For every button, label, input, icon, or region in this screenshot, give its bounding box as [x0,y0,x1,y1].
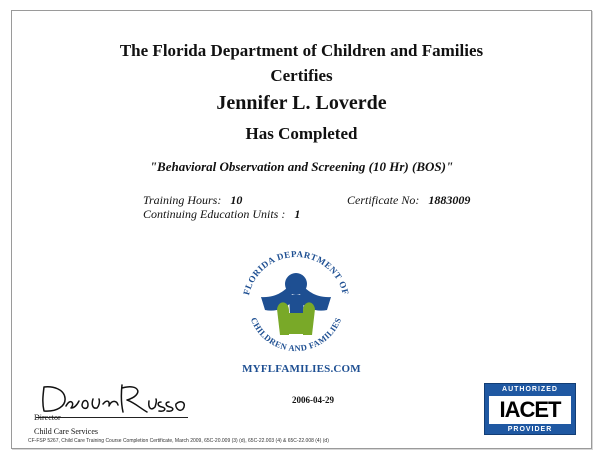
certificate-date: 2006-04-29 [292,395,334,405]
training-hours-value: 10 [230,193,243,207]
certifies-heading: Certifies [270,66,333,85]
certificate-page [11,10,592,449]
certificate-number [347,193,470,207]
certificate-number-value: 1883009 [428,193,471,207]
logo-bottom-text: CHILDREN AND FAMILIES [248,315,344,354]
signer-title: Director [34,413,61,422]
agency-title: The Florida Department of Children and Families [119,41,484,60]
recipient-name: Jennifer L. Loverde [216,92,387,114]
certificate-details [143,193,513,221]
signer-department: Child Care Services [34,427,98,436]
completion-heading: Has Completed [245,124,358,143]
training-hours-label: Training Hours: [143,193,222,207]
training-hours-row [143,193,513,207]
certificate-number-label: Certificate No: [347,193,420,207]
ceu-row [143,207,513,221]
iacet-badge [484,383,576,435]
ceu-label: Continuing Education Units : [143,207,286,221]
iacet-top-label: AUTHORIZED [502,386,558,393]
florida-dcf-logo [234,239,358,363]
form-reference-footer: CF-FSP 5267, Child Care Training Course Completion Certificate, March 2009, 65C-20.009 (3) (d), 65C-22.003 (4) & 65C-22.008 (4) (d) [28,438,329,444]
iacet-bottom-label: PROVIDER [507,426,553,433]
website-url: MYFLFAMILIES.COM [242,363,361,375]
iacet-main-label: IACET [489,396,571,424]
course-title: "Behavioral Observation and Screening (10 Hr) (BOS)" [149,159,454,174]
logo-top-text: FLORIDA DEPARTMENT OF [241,248,351,297]
ceu-value: 1 [294,207,301,221]
